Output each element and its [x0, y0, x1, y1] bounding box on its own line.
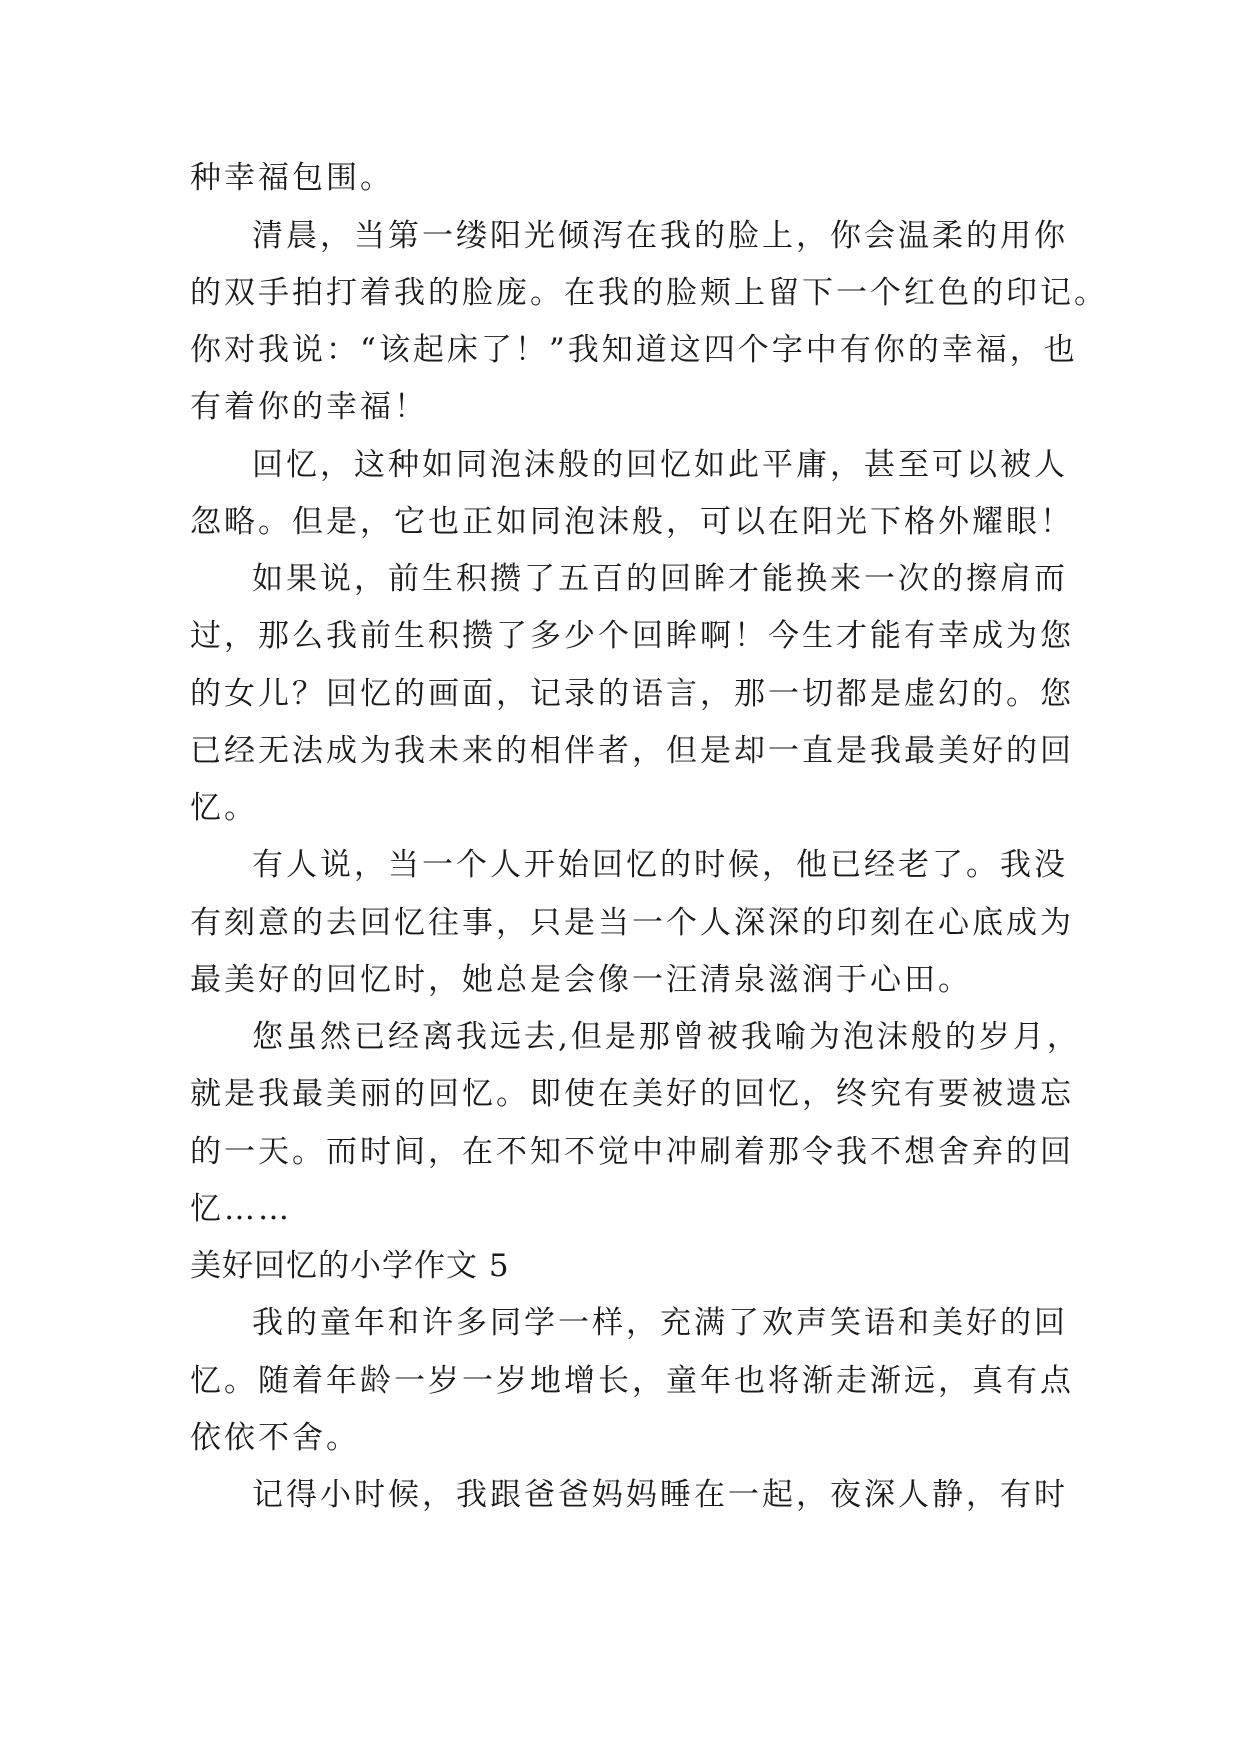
text-line: 种幸福包围。: [190, 160, 394, 196]
paragraph-first-line: 回忆，这种如同泡沫般的回忆如此平庸，甚至可以被人: [252, 447, 1068, 483]
section-heading: 美好回忆的小学作文 5: [190, 1248, 510, 1284]
text-line: 过，那么我前生积攒了多少个回眸啊！今生才能有幸成为您: [190, 618, 1074, 654]
paragraph-first-line: 您虽然已经离我远去,但是那曾被我喻为泡沫般的岁月，: [252, 1019, 1081, 1055]
text-line: 忆。随着年龄一岁一岁地增长，童年也将渐走渐远，真有点: [190, 1363, 1074, 1399]
paragraph-first-line: 我的童年和许多同学一样，充满了欢声笑语和美好的回: [252, 1305, 1068, 1341]
text-line: 的双手拍打着我的脸庞。在我的脸颊上留下一个红色的印记。: [190, 275, 1108, 311]
text-line: 有着你的幸福！: [190, 389, 428, 425]
text-line: 忽略。但是，它也正如同泡沫般，可以在阳光下格外耀眼！: [190, 504, 1074, 540]
paragraph-first-line: 记得小时候，我跟爸爸妈妈睡在一起，夜深人静，有时: [252, 1477, 1068, 1513]
paragraph-first-line: 清晨，当第一缕阳光倾泻在我的脸上，你会温柔的用你: [252, 218, 1068, 254]
text-line: 依依不舍。: [190, 1420, 360, 1456]
text-line: 的女儿？回忆的画面，记录的语言，那一切都是虚幻的。您: [190, 676, 1074, 712]
paragraph-first-line: 有人说，当一个人开始回忆的时候，他已经老了。我没: [252, 847, 1068, 883]
paragraph-first-line: 如果说，前生积攒了五百的回眸才能换来一次的擦肩而: [252, 561, 1068, 597]
text-line: 忆。: [190, 790, 258, 826]
text-line: 忆……: [190, 1191, 292, 1227]
text-line: 已经无法成为我未来的相伴者，但是却一直是我最美好的回: [190, 733, 1074, 769]
text-line: 的一天。而时间，在不知不觉中冲刷着那令我不想舍弃的回: [190, 1134, 1074, 1170]
text-line: 有刻意的去回忆往事，只是当一个人深深的印刻在心底成为: [190, 905, 1074, 941]
text-line: 你对我说：“该起床了！”我知道这四个字中有你的幸福，也: [190, 332, 1078, 368]
text-line: 就是我最美丽的回忆。即使在美好的回忆，终究有要被遗忘: [190, 1076, 1074, 1112]
text-line: 最美好的回忆时，她总是会像一汪清泉滋润于心田。: [190, 962, 972, 998]
